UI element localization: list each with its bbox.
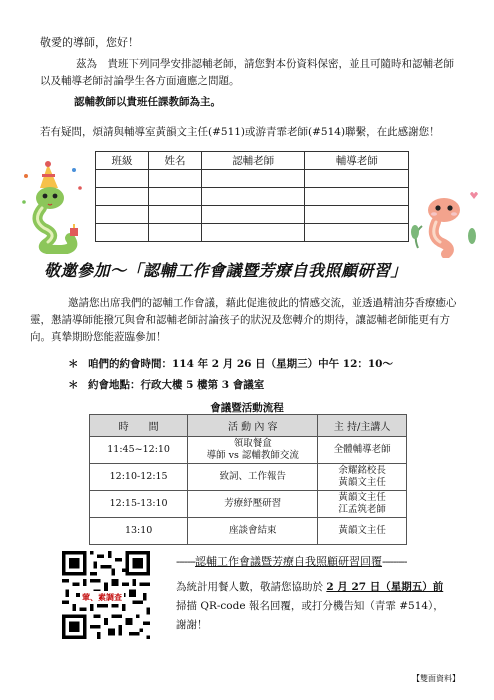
- row-time: 13:10: [90, 518, 188, 545]
- row-time: 12:10-12:15: [90, 464, 188, 491]
- qr-label: 葷、素調查: [82, 593, 122, 602]
- col-counselor: 認輔老師: [201, 152, 305, 170]
- meeting-time: [68, 356, 393, 371]
- row-host: 黃韻文主任 江孟筑老師: [318, 491, 407, 518]
- row-content: 芳療紓壓研習: [188, 491, 318, 518]
- reply-title-text: 認輔工作會議暨芳療自我照顧研習回覆: [195, 555, 383, 568]
- footer-note: 【雙面資料】: [412, 674, 460, 683]
- col-host: 主 持/主講人: [318, 415, 407, 437]
- row-content: 座談會結束: [188, 518, 318, 545]
- invitation-paragraph: 邀請您出席我們的認輔工作會議，藉此促進彼此的情感交流，並透過精油芬香療癒心靈，懇請導師能撥冗與會和認輔老師討論孩子的狀況及您轉介的期待，讓認輔老師能更有方向。真摯期盼您能蒞臨參加！: [30, 297, 457, 343]
- col-guidance: 輔導老師: [305, 152, 409, 170]
- col-content: 活 動 內 容: [188, 415, 318, 437]
- greeting: 敬愛的導師，您好！: [40, 36, 139, 49]
- meeting-time-text: 咱們的約會時間：114 年 2 月 26 日（星期三）中午 12：10～: [88, 358, 393, 370]
- bullet-star-icon: ＊: [68, 358, 79, 370]
- meeting-location: [68, 377, 265, 392]
- col-name: 姓名: [148, 152, 201, 170]
- reply-line2: 掃描 QR-code 報名回覆，或打分機告知（青霏 #514），: [176, 600, 444, 612]
- pink-snake-illustration: [406, 188, 482, 258]
- table-row: [90, 437, 407, 464]
- col-time: 時 間: [90, 415, 188, 437]
- row-host: 余耀銘校長 黃韻文主任: [318, 464, 407, 491]
- intro-paragraph: 茲為 貴班下列同學安排認輔老師，請您對本份資料保密，並且可隨時和認輔老師以及輔導老師討論學生各方面適應之問題。: [40, 58, 454, 87]
- reply-deadline: 2 月 27 日（星期五）前: [326, 581, 444, 593]
- schedule-table: [89, 414, 407, 545]
- col-class: 班級: [96, 152, 149, 170]
- contact-line: 若有疑問，煩請與輔導室黃韻文主任(#511)或游青霏老師(#514)聯繫，在此感謝您！: [40, 126, 440, 138]
- table-row: [90, 464, 407, 491]
- table-row: [90, 491, 407, 518]
- row-time: 12:15-13:10: [90, 491, 188, 518]
- table-row: [90, 518, 407, 545]
- schedule-title: 會議暨活動流程: [210, 402, 284, 414]
- reply-line3: 謝謝！: [176, 619, 208, 631]
- meeting-location-text: 約會地點：行政大樓 5 樓第 3 會議室: [88, 379, 265, 391]
- reply-line1: 為統計用餐人數，敬請您協助於: [176, 581, 327, 593]
- row-host: 全體輔導老師: [318, 437, 407, 464]
- row-time: 11:45~12:10: [90, 437, 188, 464]
- snake-party-illustration: [18, 158, 94, 254]
- row-host: 黃韻文主任: [318, 518, 407, 545]
- row-content: 領取餐盒 導師 vs 認輔教師交流: [188, 437, 318, 464]
- reply-body: [176, 578, 466, 635]
- row-content: 致詞、工作報告: [188, 464, 318, 491]
- student-info-table: [95, 151, 409, 242]
- bullet-star-icon: ＊: [68, 379, 79, 391]
- event-headline: 敬邀參加～「認輔工作會議暨芳療自我照顧研習」: [44, 261, 408, 280]
- reply-title: -------認輔工作會議暨芳療自我照顧研習回覆---------: [176, 555, 407, 568]
- counselor-note: 認輔教師以貴班任課教師為主。: [74, 96, 221, 108]
